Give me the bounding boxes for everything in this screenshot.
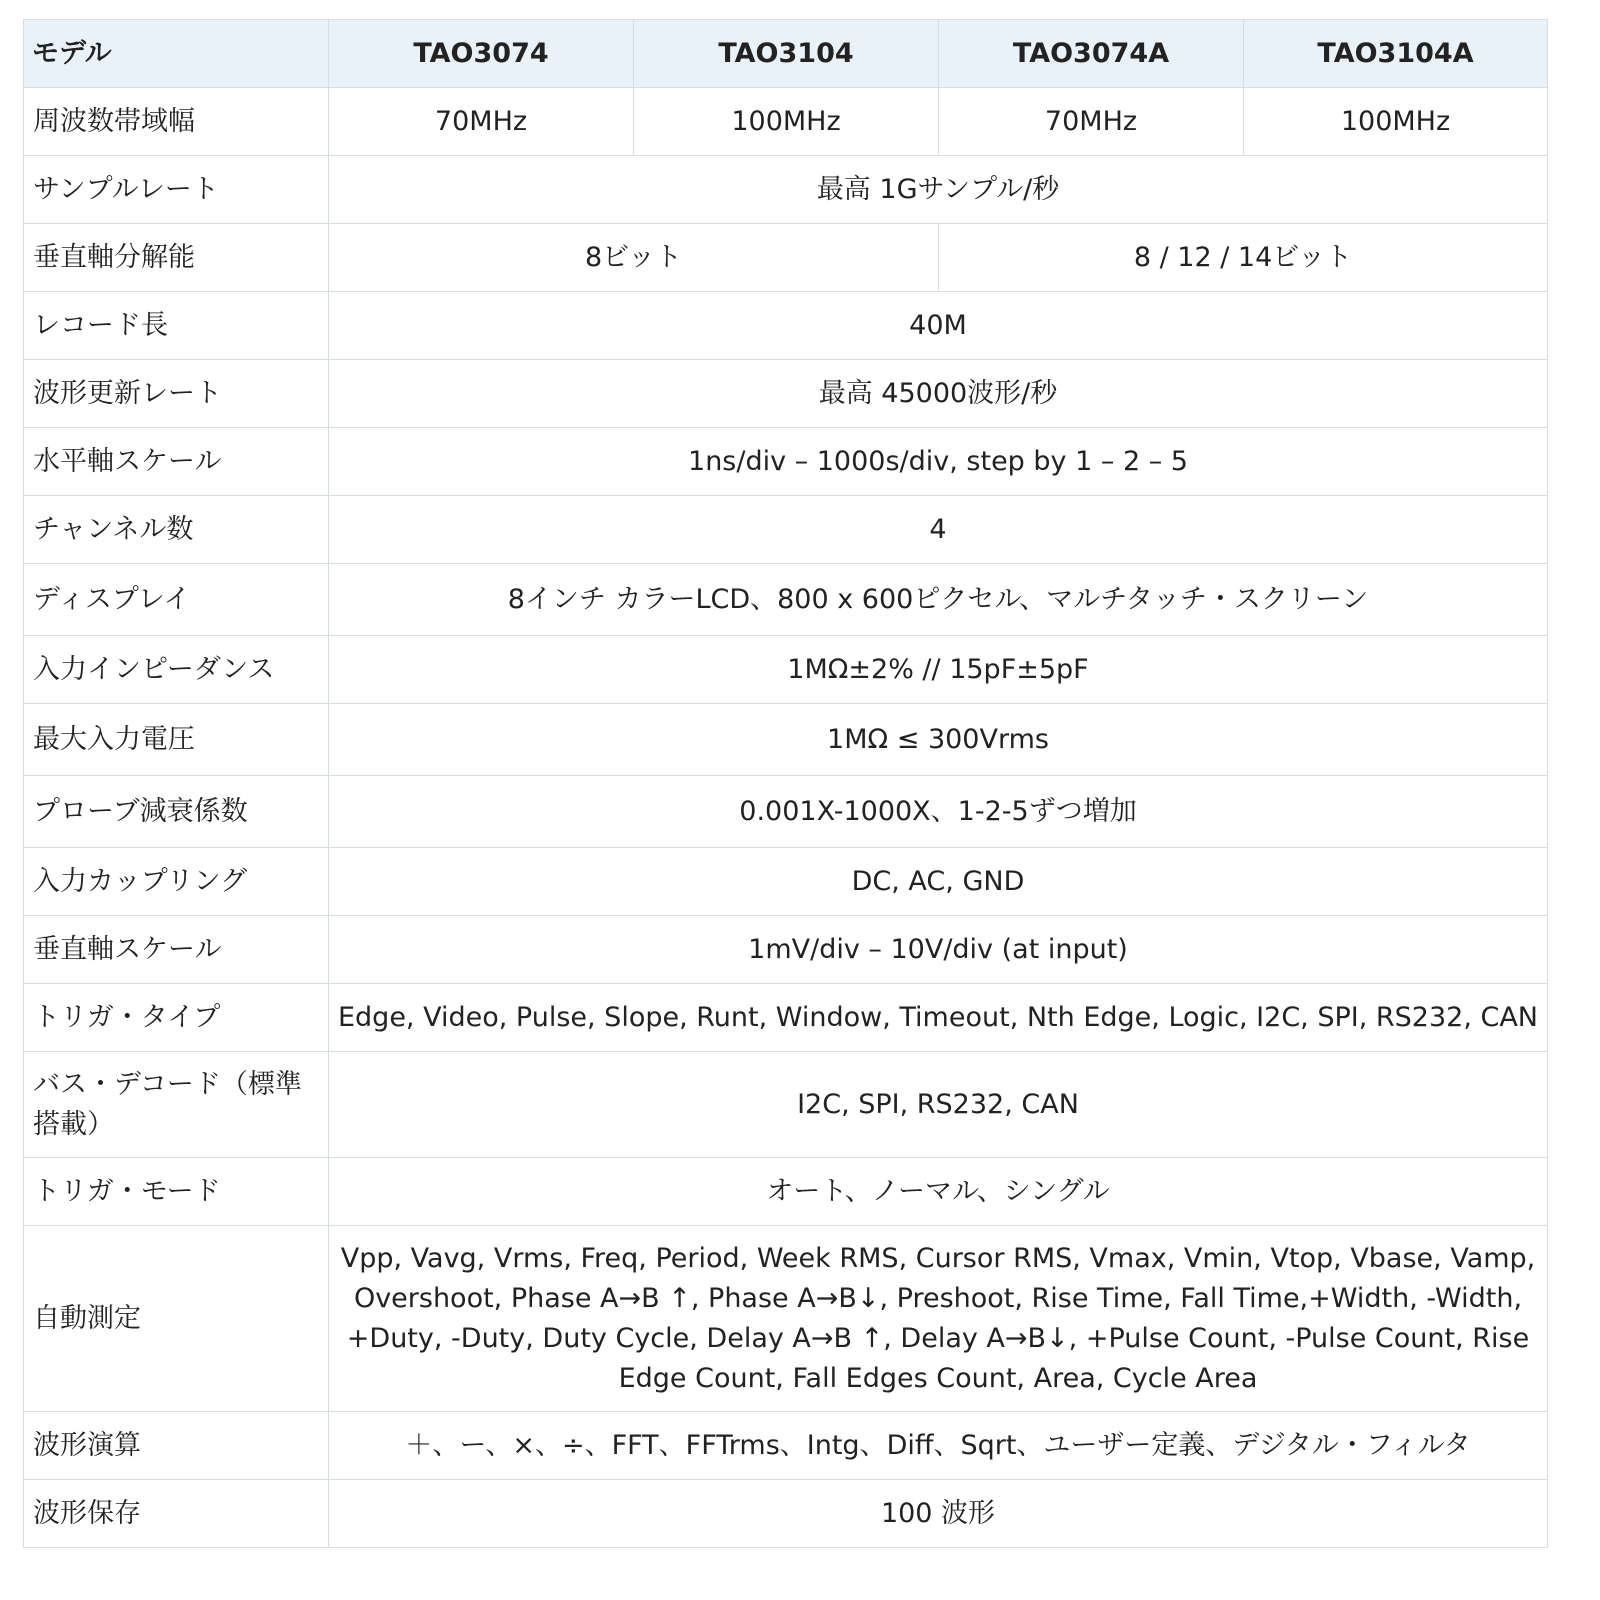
row-label: 最大入力電圧 [24, 704, 329, 776]
row-label: 波形保存 [24, 1480, 329, 1548]
row-value: 100 波形 [329, 1480, 1548, 1548]
row-label: バス・デコード（標準搭載） [24, 1052, 329, 1158]
row-value: 70MHz [939, 88, 1244, 156]
row-label: 入力カップリング [24, 848, 329, 916]
table-row [24, 88, 1548, 156]
row-label: 垂直軸スケール [24, 916, 329, 984]
header-label: モデル [24, 20, 329, 88]
row-value: 1MΩ±2% // 15pF±5pF [329, 636, 1548, 704]
table-row [24, 1480, 1548, 1548]
row-value: 8インチ カラーLCD、800 x 600ピクセル、マルチタッチ・スクリーン [329, 564, 1548, 636]
table-row [24, 360, 1548, 428]
row-label: 自動測定 [24, 1226, 329, 1412]
table-row [24, 848, 1548, 916]
table-row [24, 704, 1548, 776]
table-row [24, 1412, 1548, 1480]
table-row [24, 428, 1548, 496]
row-value: Edge, Video, Pulse, Slope, Runt, Window, Timeout, Nth Edge, Logic, I2C, SPI, RS232, CAN [329, 984, 1548, 1052]
table-row [24, 984, 1548, 1052]
table-row [24, 636, 1548, 704]
row-label: プローブ減衰係数 [24, 776, 329, 848]
row-value: 70MHz [329, 88, 634, 156]
table-row [24, 224, 1548, 292]
table-row [24, 916, 1548, 984]
row-label: 波形更新レート [24, 360, 329, 428]
row-value: 4 [329, 496, 1548, 564]
row-value: 最高 45000波形/秒 [329, 360, 1548, 428]
table-row [24, 776, 1548, 848]
row-value: オート、ノーマル、シングル [329, 1158, 1548, 1226]
table-row [24, 564, 1548, 636]
row-value: 8ビット [329, 224, 939, 292]
table-row [24, 156, 1548, 224]
row-value: 1MΩ ≤ 300Vrms [329, 704, 1548, 776]
row-value: ＋、ー、×、÷、FFT、FFTrms、Intg、Diff、Sqrt、ユーザー定義、デジタル・フィルタ [329, 1412, 1548, 1480]
header-row [24, 20, 1548, 88]
header-model: TAO3074A [939, 20, 1244, 88]
table-row [24, 292, 1548, 360]
header-model: TAO3074 [329, 20, 634, 88]
row-value: 100MHz [634, 88, 939, 156]
row-value: 8 / 12 / 14ビット [939, 224, 1548, 292]
table-row [24, 496, 1548, 564]
row-label: トリガ・モード [24, 1158, 329, 1226]
row-label: 波形演算 [24, 1412, 329, 1480]
row-value: 0.001X-1000X、1-2-5ずつ増加 [329, 776, 1548, 848]
row-label: 入力インピーダンス [24, 636, 329, 704]
table-row [24, 1052, 1548, 1158]
row-label: チャンネル数 [24, 496, 329, 564]
row-label: レコード長 [24, 292, 329, 360]
header-model: TAO3104A [1244, 20, 1548, 88]
header-model: TAO3104 [634, 20, 939, 88]
row-value: 1ns/div – 1000s/div, step by 1 – 2 – 5 [329, 428, 1548, 496]
row-label: 水平軸スケール [24, 428, 329, 496]
row-value: Vpp, Vavg, Vrms, Freq, Period, Week RMS, Cursor RMS, Vmax, Vmin, Vtop, Vbase, Vamp, Overshoot, Phase A→B ↑, Phase A→B↓, Preshoot, Rise Time, Fall Time,+Width, -Width, +Duty, -Duty, Duty Cycle, Delay A→B ↑, Delay A→B↓, +Pulse Count, -Pulse Count, Rise Edge Count, Fall Edges Count, Area, Cycle Area [329, 1226, 1548, 1412]
row-label: サンプルレート [24, 156, 329, 224]
row-label: 垂直軸分解能 [24, 224, 329, 292]
spec-table [23, 19, 1548, 1548]
row-value: 1mV/div – 10V/div (at input) [329, 916, 1548, 984]
row-value: 最高 1Gサンプル/秒 [329, 156, 1548, 224]
table-row [24, 1226, 1548, 1412]
row-label: ディスプレイ [24, 564, 329, 636]
row-value: 40M [329, 292, 1548, 360]
row-value: 100MHz [1244, 88, 1548, 156]
spec-table-body [24, 88, 1548, 1548]
row-label: 周波数帯域幅 [24, 88, 329, 156]
table-row [24, 1158, 1548, 1226]
row-value: I2C, SPI, RS232, CAN [329, 1052, 1548, 1158]
spec-table-header [24, 20, 1548, 88]
row-value: DC, AC, GND [329, 848, 1548, 916]
row-label: トリガ・タイプ [24, 984, 329, 1052]
